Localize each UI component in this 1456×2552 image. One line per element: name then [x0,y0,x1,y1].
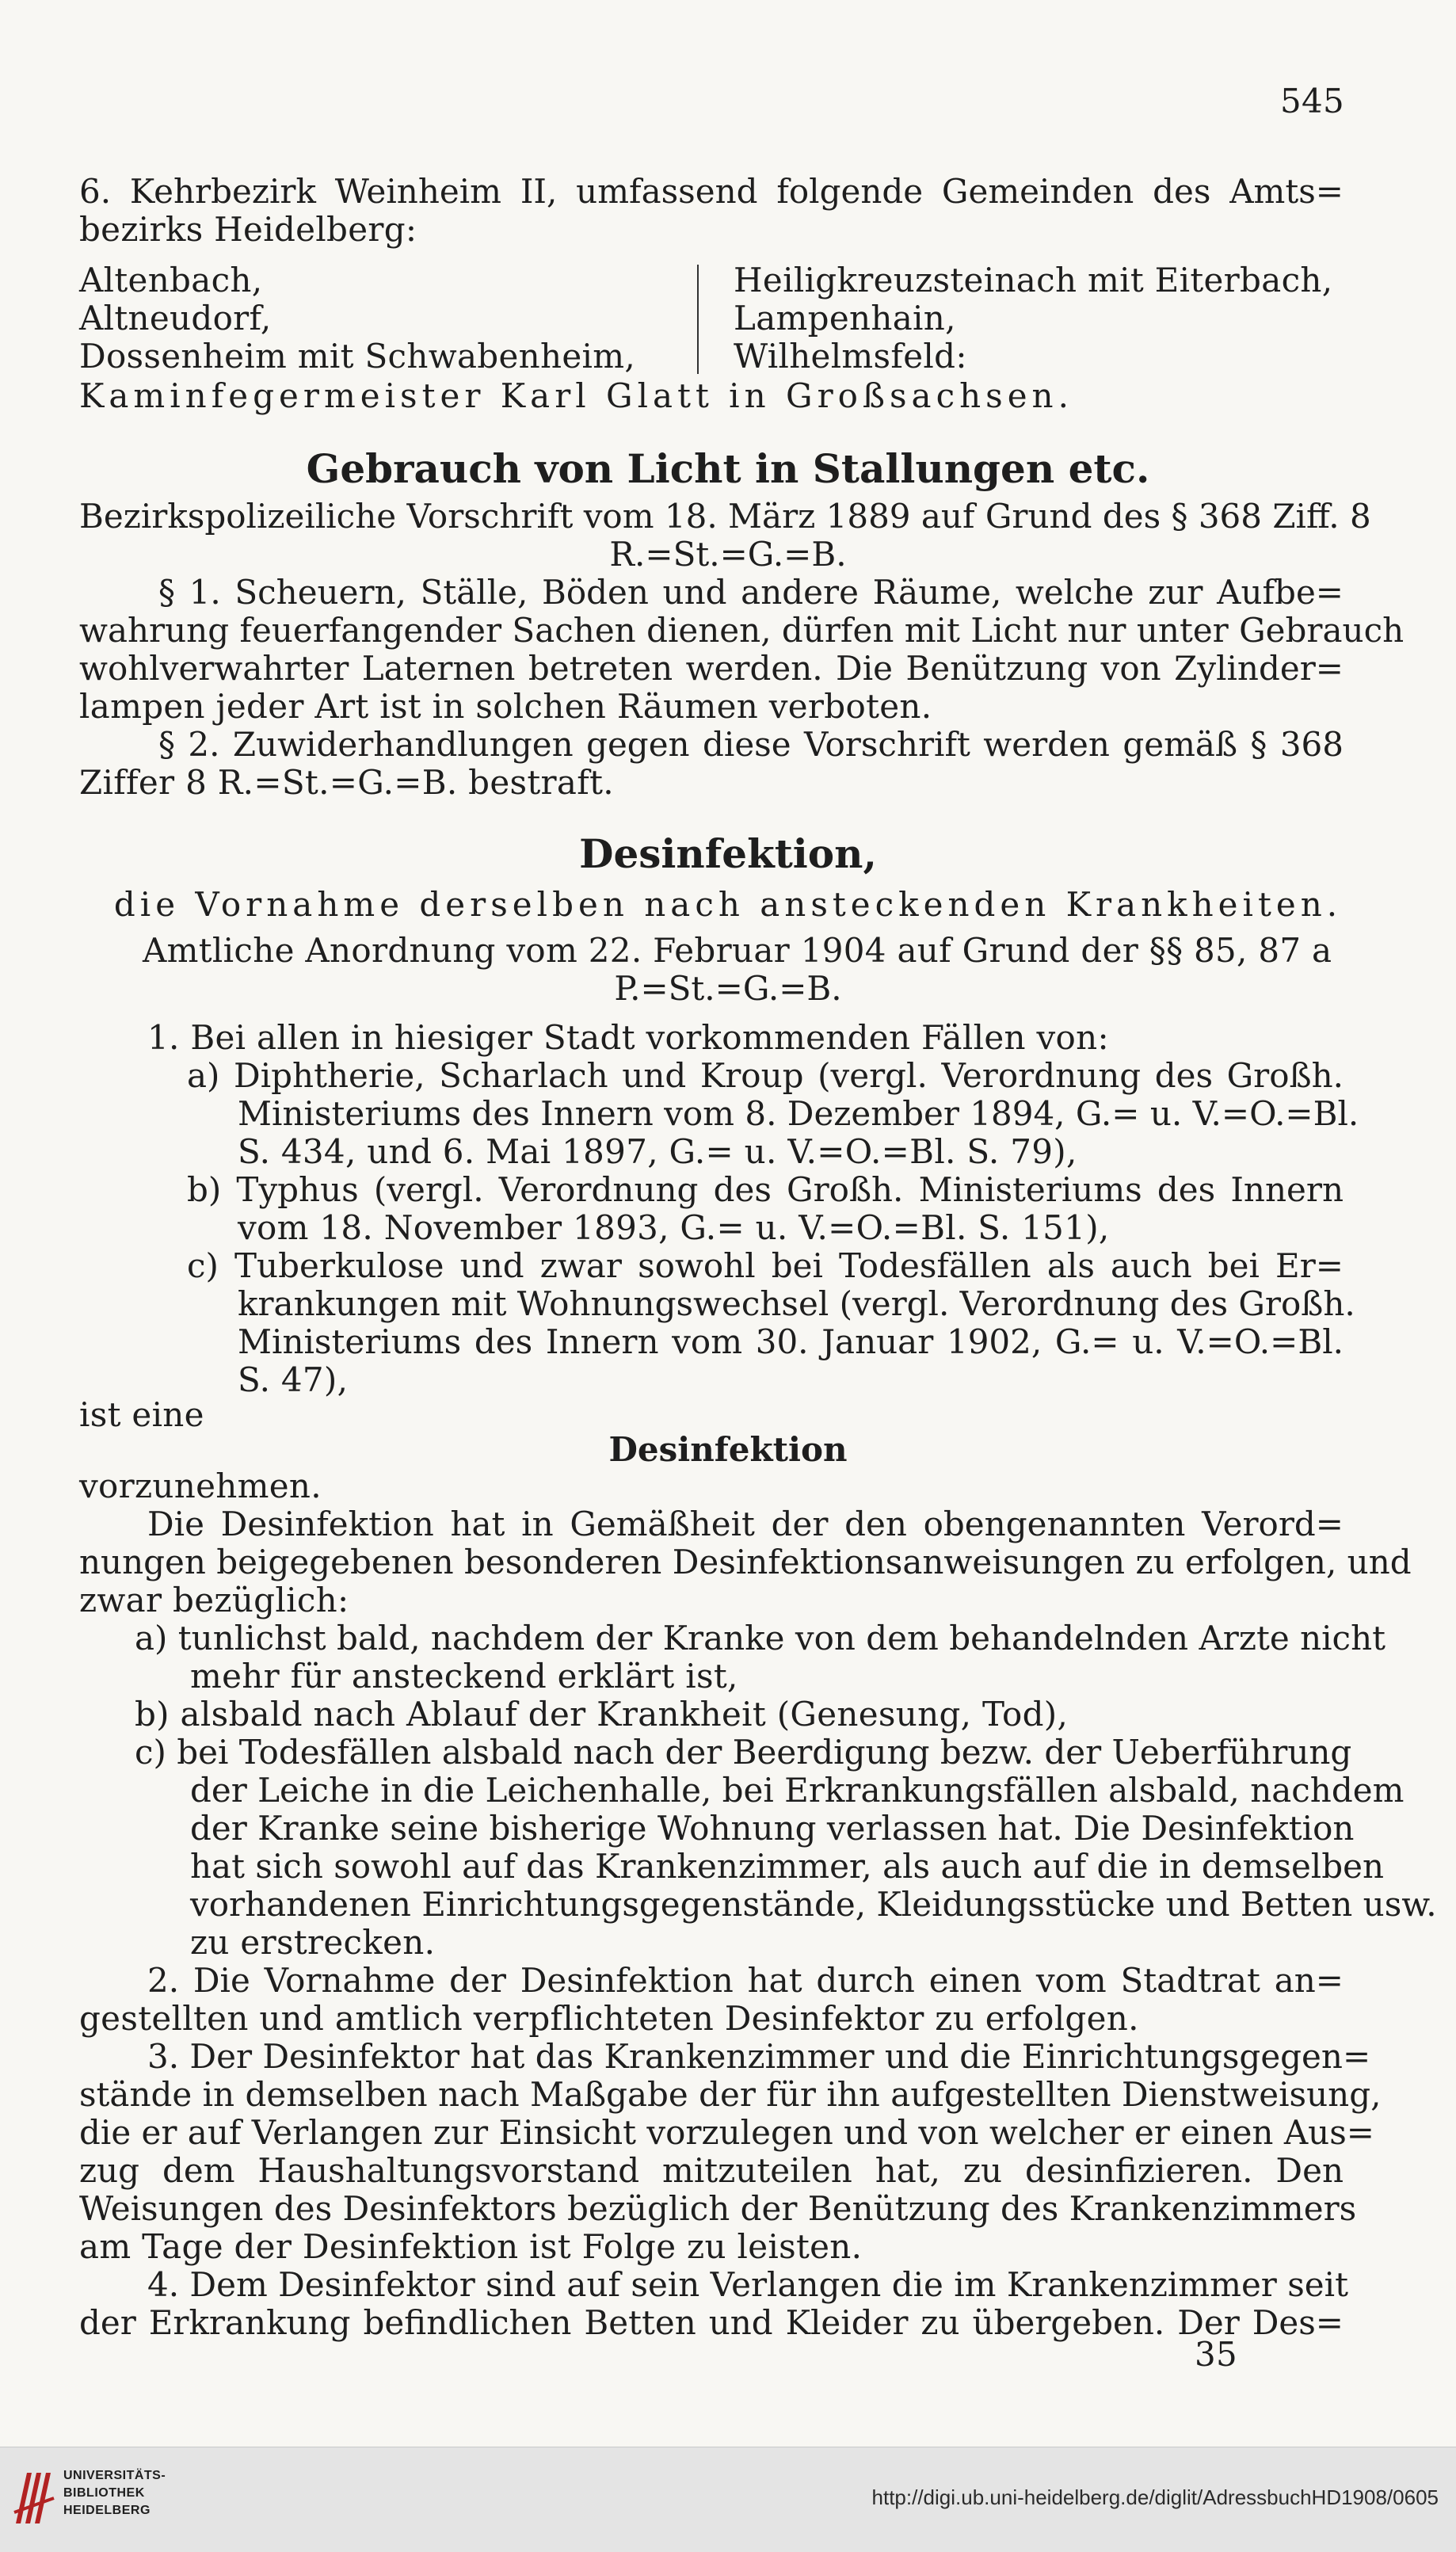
desinfektion-line: der Kranke seine bisherige Wohnung verlassen hat. Die Desinfektion [190,1809,1355,1848]
logo-text-line: UNIVERSITÄTS- [63,2469,166,2482]
desinfektion-line: zwar bezüglich: [79,1581,349,1619]
desinfektion-line: 2. Die Vornahme der Desinfektion hat durch einen vom Stadtrat an= [147,1961,1344,2000]
desinfektion-line: c) Tuberkulose und zwar sowohl bei Todesfällen als auch bei Er= [187,1246,1344,1285]
signature-mark: 35 [1195,2335,1238,2374]
desinfektion-line: b) alsbald nach Ablauf der Krankheit (Genesung, Tod), [135,1695,1069,1734]
desinfektion-line: der Erkrankung befindlichen Betten und Kleider zu übergeben. Der Des= [79,2303,1344,2342]
column-divider [697,265,699,374]
footer-bar [0,2447,1456,2552]
desinfektion-line: der Leiche in die Leichenhalle, bei Erkrankungsfällen alsbald, nachdem [190,1771,1405,1810]
desinfektion-line: a) Diphtherie, Scharlach und Kroup (vergl. Verordnung des Großh. [187,1056,1344,1095]
desinfektion-line: b) Typhus (vergl. Verordnung des Großh. Ministeriums des Innern [187,1170,1344,1209]
library-logo-icon [11,2466,57,2530]
desinfektion-line: krankungen mit Wohnungswechsel (vergl. Verordnung des Großh. [238,1284,1355,1323]
desinfektion-line: Ministeriums des Innern vom 30. Januar 1902, G.= u. V.=O.=Bl. [238,1322,1344,1361]
kehrbezirk-left-item: Altneudorf, [79,299,272,338]
logo-text-line: HEIDELBERG [63,2504,151,2517]
desinfektion-line: vorhandenen Einrichtungsgegenstände, Kleidungsstücke und Betten usw. [190,1885,1437,1924]
university-library-logo[interactable] [11,2465,201,2536]
desinfektion-line: Die Desinfektion hat in Gemäßheit der den obengenannten Verord= [147,1505,1344,1543]
kehrbezirk-left-item: Altenbach, [79,261,263,299]
source-url-link[interactable]: http://digi.ub.uni-heidelberg.de/diglit/AdressbuchHD1908/0605 [871,2485,1439,2509]
section-heading-licht: Gebrauch von Licht in Stallungen etc. [306,445,1150,492]
desinfektion-line: zu erstrecken. [190,1923,436,1962]
desinfektion-line: vorzunehmen. [79,1467,322,1505]
desinfektion-line: 4. Dem Desinfektor sind auf sein Verlangen die im Krankenzimmer seit [147,2265,1348,2304]
desinfektion-line: am Tage der Desinfektion ist Folge zu leisten. [79,2227,863,2266]
desinfektion-line: hat sich sowohl auf das Krankenzimmer, als auch auf die in demselben [190,1847,1385,1886]
page-number: 545 [1280,82,1345,120]
kehrbezirk-master: Kaminfegermeister Karl Glatt in Großsachsen. [79,376,1073,415]
desinfektion-source-line-2: P.=St.=G.=B. [614,969,842,1008]
kehrbezirk-title-line-2: bezirks Heidelberg: [79,210,417,249]
licht-paragraph-line: § 1. Scheuern, Ställe, Böden und andere Räume, welche zur Aufbe= [158,573,1344,612]
kehrbezirk-right-item: Wilhelmsfeld: [734,337,967,376]
desinfektion-line: stände in demselben nach Maßgabe der für ihn aufgestellten Dienstweisung, [79,2075,1382,2114]
kehrbezirk-right-item: Lampenhain, [734,299,956,338]
desinfektion-source-line-1: Amtliche Anordnung vom 22. Februar 1904 auf Grund der §§ 85, 87 a [143,931,1332,970]
kehrbezirk-left-item: Dossenheim mit Schwabenheim, [79,337,636,376]
section-heading-desinfektion: Desinfektion, [579,830,877,877]
licht-paragraph-line: § 2. Zuwiderhandlungen gegen diese Vorschrift werden gemäß § 368 [158,725,1344,764]
desinfektion-line: S. 434, und 6. Mai 1897, G.= u. V.=O.=Bl. S. 79), [238,1132,1077,1171]
kehrbezirk-right-item: Heiligkreuzsteinach mit Eiterbach, [734,261,1333,299]
desinfektion-line: die er auf Verlangen zur Einsicht vorzulegen und von welcher er einen Aus= [79,2113,1374,2152]
desinfektion-line: S. 47), [238,1360,349,1399]
licht-source-line-2: R.=St.=G.=B. [609,535,847,574]
desinfektion-line: 1. Bei allen in hiesiger Stadt vorkommenden Fällen von: [147,1018,1109,1057]
licht-paragraph-line: lampen jeder Art ist in solchen Räumen verboten. [79,687,932,726]
licht-paragraph-line: wohlverwahrter Laternen betreten werden. Die Benützung von Zylinder= [79,649,1344,688]
desinfektion-subheading: die Vornahme derselben nach ansteckenden Krankheiten. [113,885,1343,924]
licht-paragraph-line: Ziffer 8 R.=St.=G.=B. bestraft. [79,763,614,802]
desinfektion-line: gestellten und amtlich verpflichteten Desinfektor zu erfolgen. [79,1999,1139,2038]
licht-paragraph-line: wahrung feuerfangender Sachen dienen, dürfen mit Licht nur unter Gebrauch [79,611,1405,650]
desinfektion-line: ist eine [79,1395,204,1434]
desinfektion-line: vom 18. November 1893, G.= u. V.=O.=Bl. S. 151), [238,1208,1110,1247]
desinfektion-line: a) tunlichst bald, nachdem der Kranke von dem behandelnden Arzte nicht [135,1619,1385,1657]
desinfektion-inline-heading: Desinfektion [608,1430,848,1469]
kehrbezirk-title-line-1: 6. Kehrbezirk Weinheim II, umfassend folgende Gemeinden des Amts= [79,172,1344,211]
desinfektion-line: zug dem Haushaltungsvorstand mitzuteilen hat, zu desinfizieren. Den [79,2151,1344,2190]
desinfektion-line: 3. Der Desinfektor hat das Krankenzimmer und die Einrichtungsgegen= [147,2037,1371,2076]
desinfektion-line: c) bei Todesfällen alsbald nach der Beerdigung bezw. der Ueberführung [135,1733,1352,1772]
desinfektion-line: nungen beigegebenen besonderen Desinfektionsanweisungen zu erfolgen, und [79,1543,1412,1581]
desinfektion-line: Weisungen des Desinfektors bezüglich der Benützung des Krankenzimmers [79,2189,1357,2228]
desinfektion-line: Ministeriums des Innern vom 8. Dezember 1894, G.= u. V.=O.=Bl. [238,1094,1359,1133]
desinfektion-line: mehr für ansteckend erklärt ist, [190,1657,738,1696]
logo-text-line: BIBLIOTHEK [63,2486,145,2500]
licht-source-line-1: Bezirkspolizeiliche Vorschrift vom 18. März 1889 auf Grund des § 368 Ziff. 8 [79,497,1371,536]
